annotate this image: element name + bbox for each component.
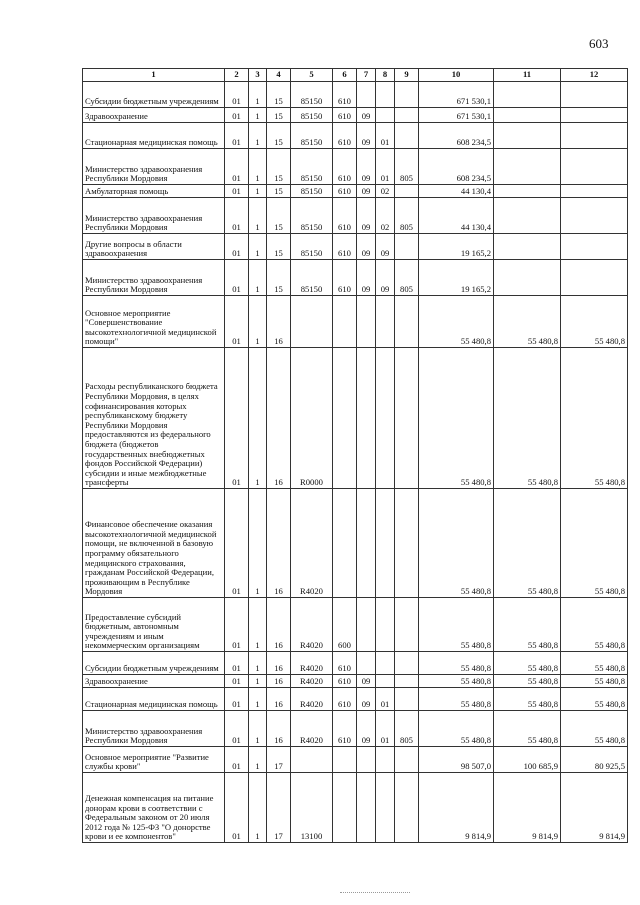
cell: 09 (357, 149, 376, 185)
amount-cell (561, 108, 628, 123)
column-header: 6 (333, 69, 357, 82)
cell: 16 (267, 348, 291, 489)
cell (333, 296, 357, 348)
cell: 09 (357, 711, 376, 747)
amount-cell (494, 260, 561, 296)
cell: 09 (357, 688, 376, 711)
amount-cell: 55 480,8 (494, 675, 561, 688)
cell: 16 (267, 688, 291, 711)
cell (357, 296, 376, 348)
cell: 16 (267, 489, 291, 598)
cell (395, 82, 419, 108)
cell: R4020 (291, 711, 333, 747)
cell (376, 598, 395, 652)
cell: 610 (333, 711, 357, 747)
cell: 610 (333, 123, 357, 149)
cell: 1 (249, 108, 267, 123)
column-header: 2 (225, 69, 249, 82)
cell: 1 (249, 82, 267, 108)
cell (395, 348, 419, 489)
row-name-cell: Субсидии бюджетным учреждениям (83, 82, 225, 108)
cell: 15 (267, 108, 291, 123)
cell (395, 108, 419, 123)
cell (333, 489, 357, 598)
cell: 1 (249, 711, 267, 747)
cell: 01 (225, 711, 249, 747)
cell: 01 (225, 296, 249, 348)
cell (376, 675, 395, 688)
cell (376, 82, 395, 108)
cell (376, 348, 395, 489)
cell (357, 598, 376, 652)
amount-cell (494, 185, 561, 198)
cell: 610 (333, 234, 357, 260)
amount-cell (561, 185, 628, 198)
cell: 16 (267, 711, 291, 747)
cell: 85150 (291, 198, 333, 234)
amount-cell: 55 480,8 (494, 296, 561, 348)
amount-cell: 44 130,4 (419, 198, 494, 234)
cell: 600 (333, 598, 357, 652)
cell: 02 (376, 185, 395, 198)
cell (376, 489, 395, 598)
cell: 1 (249, 489, 267, 598)
amount-cell: 44 130,4 (419, 185, 494, 198)
amount-cell: 55 480,8 (494, 711, 561, 747)
cell (333, 747, 357, 773)
cell: 1 (249, 675, 267, 688)
table-header-row (83, 69, 628, 82)
cell: 01 (225, 598, 249, 652)
amount-cell (561, 123, 628, 149)
cell: 15 (267, 82, 291, 108)
table-row (83, 598, 628, 652)
cell: 15 (267, 198, 291, 234)
cell: R4020 (291, 688, 333, 711)
amount-cell: 55 480,8 (561, 348, 628, 489)
cell (376, 773, 395, 843)
cell: 13100 (291, 773, 333, 843)
cell: 85150 (291, 108, 333, 123)
column-header: 11 (494, 69, 561, 82)
row-name-cell: Амбулаторная помощь (83, 185, 225, 198)
cell: R4020 (291, 675, 333, 688)
amount-cell (494, 149, 561, 185)
table-row (83, 489, 628, 598)
cell (395, 598, 419, 652)
cell (395, 123, 419, 149)
cell (357, 489, 376, 598)
row-name-cell: Расходы республиканского бюджета Республики Мордовия, в целях софинансирования которых республиканскому бюджету Республики Мордовия предоставляются из федерального бюджета (бюджетов государственных внебюджетных фондов Российской Федерации) субсидии и иные межбюджетные трансферты (83, 348, 225, 489)
table-row (83, 675, 628, 688)
amount-cell: 98 507,0 (419, 747, 494, 773)
row-name-cell: Основное мероприятие "Совершенствование высокотехнологичной медицинской помощи" (83, 296, 225, 348)
cell: 09 (357, 234, 376, 260)
cell: 1 (249, 185, 267, 198)
column-header: 10 (419, 69, 494, 82)
amount-cell (561, 260, 628, 296)
cell: 805 (395, 711, 419, 747)
cell (357, 348, 376, 489)
cell: 85150 (291, 149, 333, 185)
row-name-cell: Субсидии бюджетным учреждениям (83, 652, 225, 675)
amount-cell: 9 814,9 (494, 773, 561, 843)
cell: 85150 (291, 185, 333, 198)
amount-cell: 55 480,8 (494, 489, 561, 598)
cell: 01 (225, 652, 249, 675)
cell (333, 348, 357, 489)
cell: 610 (333, 652, 357, 675)
cell: 15 (267, 149, 291, 185)
cell: 09 (376, 260, 395, 296)
amount-cell (494, 82, 561, 108)
column-header: 4 (267, 69, 291, 82)
amount-cell (561, 149, 628, 185)
cell: 805 (395, 149, 419, 185)
amount-cell: 55 480,8 (494, 348, 561, 489)
amount-cell: 55 480,8 (561, 711, 628, 747)
table-row (83, 149, 628, 185)
amount-cell: 55 480,8 (419, 598, 494, 652)
cell: 01 (376, 123, 395, 149)
cell: 16 (267, 652, 291, 675)
amount-cell (561, 234, 628, 260)
amount-cell: 9 814,9 (561, 773, 628, 843)
cell (376, 296, 395, 348)
row-name-cell: Министерство здравоохранения Республики Мордовия (83, 711, 225, 747)
cell: 01 (225, 82, 249, 108)
column-header: 9 (395, 69, 419, 82)
amount-cell: 55 480,8 (561, 489, 628, 598)
cell (376, 747, 395, 773)
row-name-cell: Предоставление субсидий бюджетным, автономным учреждениям и иным некоммерческим организациям (83, 598, 225, 652)
amount-cell (494, 234, 561, 260)
amount-cell: 55 480,8 (419, 675, 494, 688)
cell: 1 (249, 652, 267, 675)
cell: 15 (267, 234, 291, 260)
budget-table (82, 68, 628, 843)
row-name-cell: Здравоохранение (83, 675, 225, 688)
cell: 09 (357, 675, 376, 688)
table-row (83, 260, 628, 296)
cell (395, 489, 419, 598)
cell: 01 (225, 260, 249, 296)
cell: 01 (225, 123, 249, 149)
footer-rule (340, 892, 410, 893)
row-name-cell: Денежная компенсация на питание донорам крови в соответствии с Федеральным законом от 20 июля 2012 года № 125-ФЗ "О донорстве крови и ее компонентов" (83, 773, 225, 843)
column-header: 3 (249, 69, 267, 82)
cell: 805 (395, 198, 419, 234)
table-row (83, 773, 628, 843)
amount-cell (561, 82, 628, 108)
column-header: 1 (83, 69, 225, 82)
cell: 09 (357, 108, 376, 123)
cell: 15 (267, 123, 291, 149)
cell: 01 (225, 185, 249, 198)
cell: 09 (376, 234, 395, 260)
table-row (83, 688, 628, 711)
row-name-cell: Стационарная медицинская помощь (83, 123, 225, 149)
table-row (83, 348, 628, 489)
cell (291, 747, 333, 773)
cell: 1 (249, 747, 267, 773)
amount-cell: 19 165,2 (419, 260, 494, 296)
cell: 02 (376, 198, 395, 234)
amount-cell: 55 480,8 (561, 675, 628, 688)
cell: 01 (225, 108, 249, 123)
cell: 01 (225, 234, 249, 260)
cell (395, 652, 419, 675)
cell: 1 (249, 296, 267, 348)
cell: 01 (225, 149, 249, 185)
amount-cell: 55 480,8 (561, 652, 628, 675)
amount-cell: 55 480,8 (419, 348, 494, 489)
column-header: 12 (561, 69, 628, 82)
amount-cell: 55 480,8 (419, 688, 494, 711)
cell: R0000 (291, 348, 333, 489)
page-number: 603 (589, 36, 609, 51)
cell: 09 (357, 123, 376, 149)
row-name-cell: Основное мероприятие "Развитие службы крови" (83, 747, 225, 773)
amount-cell: 55 480,8 (419, 711, 494, 747)
cell: 610 (333, 185, 357, 198)
row-name-cell: Министерство здравоохранения Республики Мордовия (83, 260, 225, 296)
amount-cell: 55 480,8 (419, 296, 494, 348)
cell (395, 185, 419, 198)
cell: 610 (333, 260, 357, 296)
amount-cell: 55 480,8 (494, 598, 561, 652)
table-row (83, 652, 628, 675)
cell: 805 (395, 260, 419, 296)
cell: 610 (333, 149, 357, 185)
cell: 01 (376, 711, 395, 747)
cell (357, 652, 376, 675)
cell: 16 (267, 675, 291, 688)
amount-cell: 100 685,9 (494, 747, 561, 773)
amount-cell: 19 165,2 (419, 234, 494, 260)
cell (357, 82, 376, 108)
cell: 1 (249, 149, 267, 185)
cell: 09 (357, 260, 376, 296)
row-name-cell: Министерство здравоохранения Республики Мордовия (83, 198, 225, 234)
amount-cell (494, 108, 561, 123)
cell: 1 (249, 260, 267, 296)
cell (395, 747, 419, 773)
cell: 17 (267, 747, 291, 773)
cell: 01 (376, 149, 395, 185)
cell (357, 773, 376, 843)
cell: 01 (376, 688, 395, 711)
table-row (83, 108, 628, 123)
cell: 15 (267, 260, 291, 296)
cell: 16 (267, 598, 291, 652)
cell: 610 (333, 198, 357, 234)
amount-cell: 55 480,8 (494, 688, 561, 711)
cell (291, 296, 333, 348)
cell: 1 (249, 598, 267, 652)
cell (395, 688, 419, 711)
cell: 85150 (291, 260, 333, 296)
cell: 1 (249, 348, 267, 489)
cell: R4020 (291, 652, 333, 675)
cell (395, 234, 419, 260)
amount-cell: 55 480,8 (494, 652, 561, 675)
row-name-cell: Стационарная медицинская помощь (83, 688, 225, 711)
amount-cell (494, 198, 561, 234)
amount-cell: 608 234,5 (419, 123, 494, 149)
cell: 1 (249, 198, 267, 234)
cell: 1 (249, 773, 267, 843)
cell: 09 (357, 185, 376, 198)
cell (376, 652, 395, 675)
table-row (83, 747, 628, 773)
amount-cell: 9 814,9 (419, 773, 494, 843)
table-row (83, 82, 628, 108)
cell: 610 (333, 675, 357, 688)
column-header: 7 (357, 69, 376, 82)
cell: 610 (333, 108, 357, 123)
amount-cell: 80 925,5 (561, 747, 628, 773)
row-name-cell: Другие вопросы в области здравоохранения (83, 234, 225, 260)
table-body (83, 82, 628, 843)
cell: 17 (267, 773, 291, 843)
cell: 1 (249, 234, 267, 260)
cell: 1 (249, 123, 267, 149)
table-row (83, 185, 628, 198)
cell: 01 (225, 747, 249, 773)
cell: R4020 (291, 489, 333, 598)
cell: 610 (333, 688, 357, 711)
amount-cell: 55 480,8 (561, 296, 628, 348)
cell: 01 (225, 489, 249, 598)
row-name-cell: Министерство здравоохранения Республики Мордовия (83, 149, 225, 185)
amount-cell: 55 480,8 (419, 489, 494, 598)
cell: 85150 (291, 123, 333, 149)
table-row (83, 234, 628, 260)
cell: 01 (225, 198, 249, 234)
cell: 1 (249, 688, 267, 711)
amount-cell (561, 198, 628, 234)
column-header: 5 (291, 69, 333, 82)
table-row (83, 711, 628, 747)
cell: 01 (225, 773, 249, 843)
cell: 01 (225, 348, 249, 489)
cell (395, 773, 419, 843)
row-name-cell: Финансовое обеспечение оказания высокотехнологичной медицинской помощи, не включенной в базовую программу обязательного медицинского страхования, гражданам Российской Федерации, проживающим в Республике Мордовия (83, 489, 225, 598)
cell: 85150 (291, 234, 333, 260)
amount-cell: 55 480,8 (419, 652, 494, 675)
cell: 09 (357, 198, 376, 234)
table-row (83, 123, 628, 149)
amount-cell: 671 530,1 (419, 82, 494, 108)
amount-cell: 671 530,1 (419, 108, 494, 123)
cell: 01 (225, 675, 249, 688)
cell (333, 773, 357, 843)
cell: 01 (225, 688, 249, 711)
cell: 16 (267, 296, 291, 348)
cell (395, 296, 419, 348)
amount-cell: 608 234,5 (419, 149, 494, 185)
row-name-cell: Здравоохранение (83, 108, 225, 123)
amount-cell: 55 480,8 (561, 598, 628, 652)
table-row (83, 198, 628, 234)
cell (395, 675, 419, 688)
cell: R4020 (291, 598, 333, 652)
amount-cell: 55 480,8 (561, 688, 628, 711)
amount-cell (494, 123, 561, 149)
cell (357, 747, 376, 773)
cell: 610 (333, 82, 357, 108)
table-row (83, 296, 628, 348)
column-header: 8 (376, 69, 395, 82)
cell (376, 108, 395, 123)
cell: 15 (267, 185, 291, 198)
cell: 85150 (291, 82, 333, 108)
